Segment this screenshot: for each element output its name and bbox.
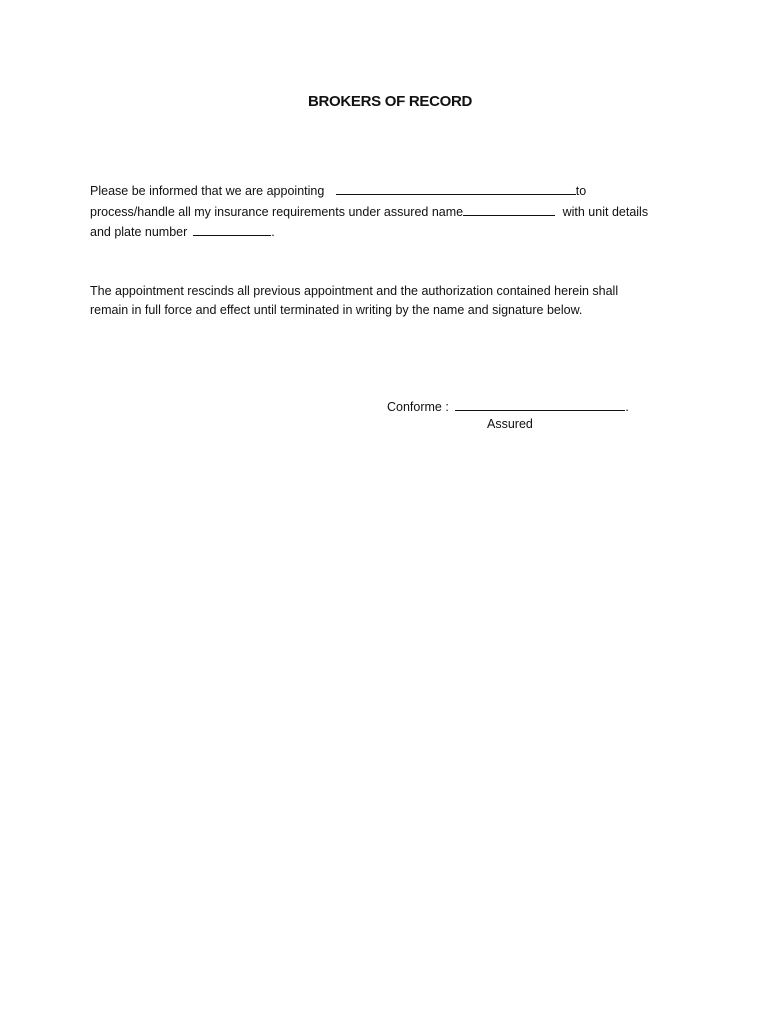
- document-title: BROKERS OF RECORD: [307, 93, 473, 110]
- conforme-end: .: [625, 400, 629, 414]
- paragraph-line-2: [90, 202, 657, 223]
- conforme-line: [387, 397, 629, 414]
- line2-start-text: process/handle all my insurance requirements under assured name: [90, 204, 464, 219]
- word: we: [225, 184, 242, 198]
- appointment-paragraph: [90, 181, 657, 243]
- word: informed: [149, 184, 198, 198]
- rescind-paragraph: The appointment rescinds all previous appointment and the authorization contained herein shall remain in full force and effect until terminated in writing by the name and signature below.: [90, 284, 619, 317]
- line3-end-text: .: [271, 225, 275, 239]
- paragraph-line-3: [90, 222, 657, 243]
- word: are: [245, 184, 264, 198]
- conforme-label: Conforme :: [387, 400, 449, 414]
- word: that: [201, 184, 223, 198]
- line2-text-group: [90, 205, 559, 219]
- appointee-blank-field[interactable]: [336, 181, 576, 195]
- word: appointing: [266, 184, 325, 198]
- assured-name-blank-field[interactable]: [463, 202, 555, 216]
- word: to: [575, 184, 587, 198]
- conforme-signature-blank-field[interactable]: [455, 397, 625, 411]
- word: be: [131, 184, 146, 198]
- line3-start-text: and plate number: [90, 225, 188, 239]
- line2-end-text: with unit details: [562, 204, 649, 219]
- plate-number-blank-field[interactable]: [193, 222, 271, 236]
- assured-label: Assured: [487, 417, 533, 431]
- word: Please: [90, 184, 129, 198]
- appointee-blank-group: [328, 184, 586, 198]
- paragraph-line-1: [90, 181, 657, 202]
